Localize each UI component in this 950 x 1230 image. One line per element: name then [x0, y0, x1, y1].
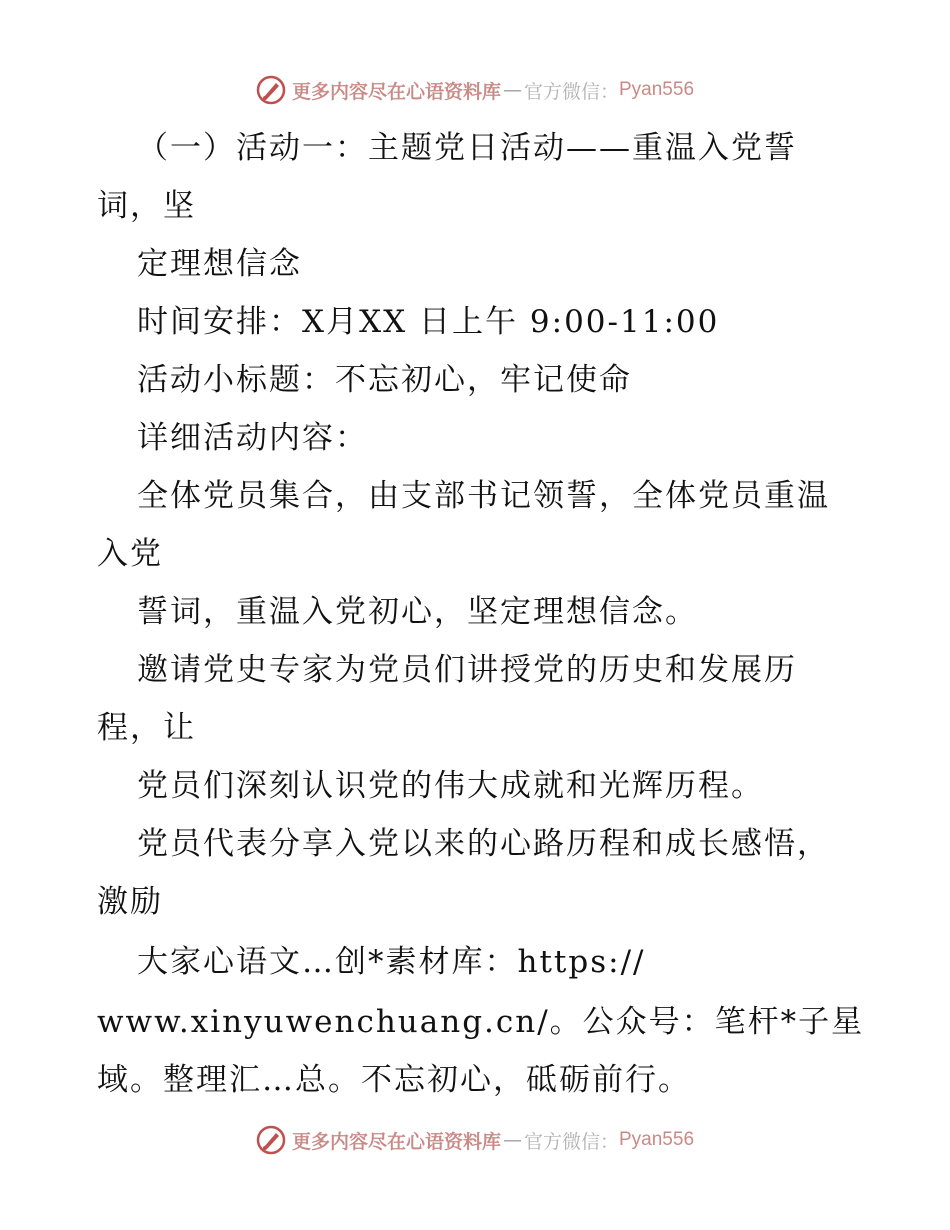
- pen-logo-icon: [256, 75, 286, 105]
- doc-line-17: 域。整理汇…总。不忘初心，砥砺前行。: [97, 1062, 691, 1098]
- header-watermark: [0, 70, 950, 110]
- doc-line-5: 活动小标题：不忘初心，牢记使命: [137, 362, 632, 398]
- doc-line-4: 时间安排：X月XX 日上午 9:00-11:00: [137, 304, 720, 340]
- doc-line-10: 邀请党史专家为党员们讲授党的历史和发展历: [137, 652, 797, 688]
- watermark-wechat-label: 官方微信：: [523, 80, 619, 103]
- doc-line-8: 入党: [97, 536, 163, 572]
- watermark-site-text: 更多内容尽在心语资料库: [291, 80, 501, 103]
- doc-line-14: 激励: [97, 884, 163, 920]
- doc-line-9: 誓词，重温入党初心，坚定理想信念。: [137, 594, 698, 630]
- watermark-site-text: 更多内容尽在心语资料库: [291, 1130, 501, 1153]
- doc-line-13: 党员代表分享入党以来的心路历程和成长感悟，: [137, 826, 830, 862]
- doc-line-15: 大家心语文…创*素材库：https://: [137, 944, 646, 980]
- watermark-separator: —: [502, 79, 522, 101]
- doc-line-1: （一）活动一：主题党日活动——重温入党誓: [137, 130, 797, 166]
- doc-line-11: 程，让: [97, 710, 196, 746]
- watermark-wechat-id: Pyan556: [619, 79, 695, 100]
- doc-line-3: 定理想信念: [137, 246, 302, 282]
- pen-logo-icon: [256, 1125, 286, 1155]
- doc-line-7: 全体党员集合，由支部书记领誓，全体党员重温: [137, 478, 830, 514]
- doc-line-12: 党员们深刻认识党的伟大成就和光辉历程。: [137, 768, 764, 804]
- footer-watermark: [0, 1120, 950, 1160]
- watermark-wechat-id: Pyan556: [619, 1129, 695, 1150]
- watermark-separator: —: [502, 1129, 522, 1151]
- watermark-wechat-label: 官方微信：: [523, 1130, 619, 1153]
- doc-line-16: www.xinyuwenchuang.cn/。公众号：笔杆*子星: [97, 1004, 865, 1040]
- doc-line-6: 详细活动内容：: [137, 420, 368, 456]
- doc-line-2: 词，坚: [97, 188, 196, 224]
